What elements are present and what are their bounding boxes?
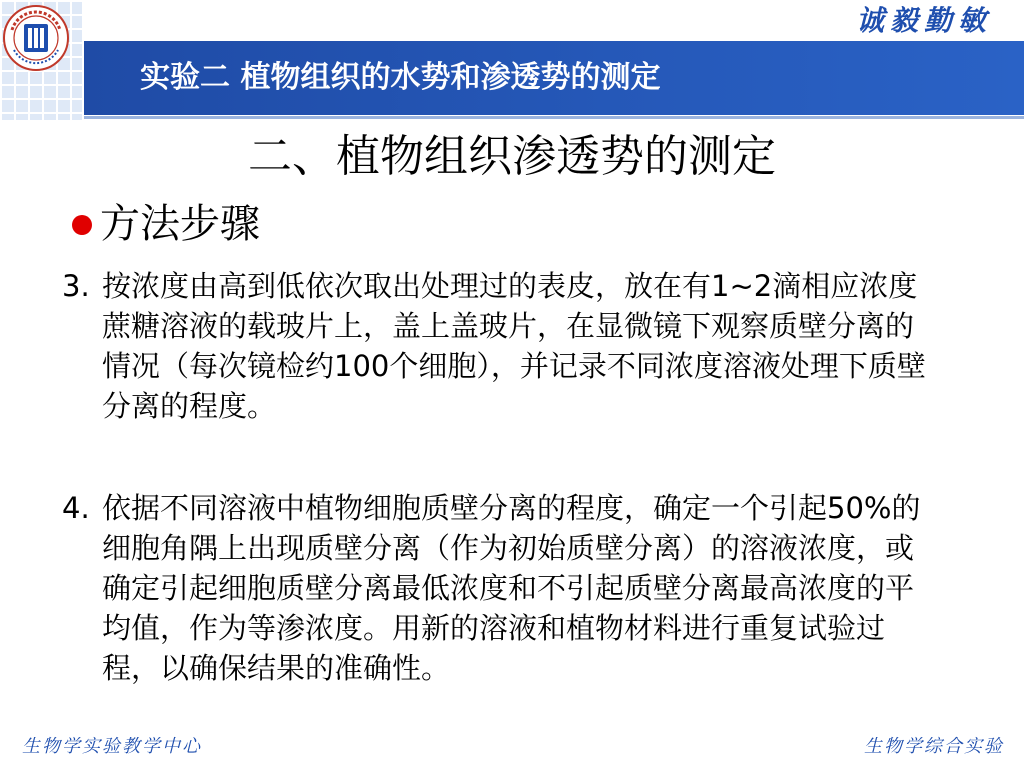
red-dot-icon (72, 215, 92, 235)
bullet-label: 方法步骤 (100, 201, 260, 247)
step-4 (62, 488, 942, 688)
bullet-method-steps (72, 196, 260, 252)
footer-right-label: 生物学综合实验 (864, 736, 1004, 757)
step-number: 3. (62, 269, 90, 303)
title-underline (84, 116, 1024, 119)
step-text: 依据不同溶液中植物细胞质壁分离的程度，确定一个引起50%的细胞角隅上出现质壁分离（作为初始质壁分离）的溶液浓度，或确定引起细胞质壁分离最低浓度和不引起质壁分离最高浓度的平均值，作为等渗浓度。用新的溶液和植物材料进行重复试验过程，以确保结果的准确性。 (102, 491, 921, 685)
slide-title: 实验二 植物组织的水势和渗透势的测定 (140, 60, 661, 95)
step-text: 按浓度由高到低依次取出处理过的表皮，放在有1~2滴相应浓度蔗糖溶液的载玻片上，盖上盖玻片，在显微镜下观察质壁分离的情况（每次镜检约100个细胞），并记录不同浓度溶液处理下质壁分离的程度。 (102, 269, 926, 423)
step-number: 4. (62, 491, 90, 525)
section-heading: 二、植物组织渗透势的测定 (248, 131, 776, 182)
footer-left-label: 生物学实验教学中心 (22, 736, 202, 757)
step-3 (62, 266, 942, 426)
school-motto: 诚毅勤敏 (855, 4, 992, 37)
title-bar (84, 41, 1024, 115)
university-seal-icon (2, 4, 70, 72)
